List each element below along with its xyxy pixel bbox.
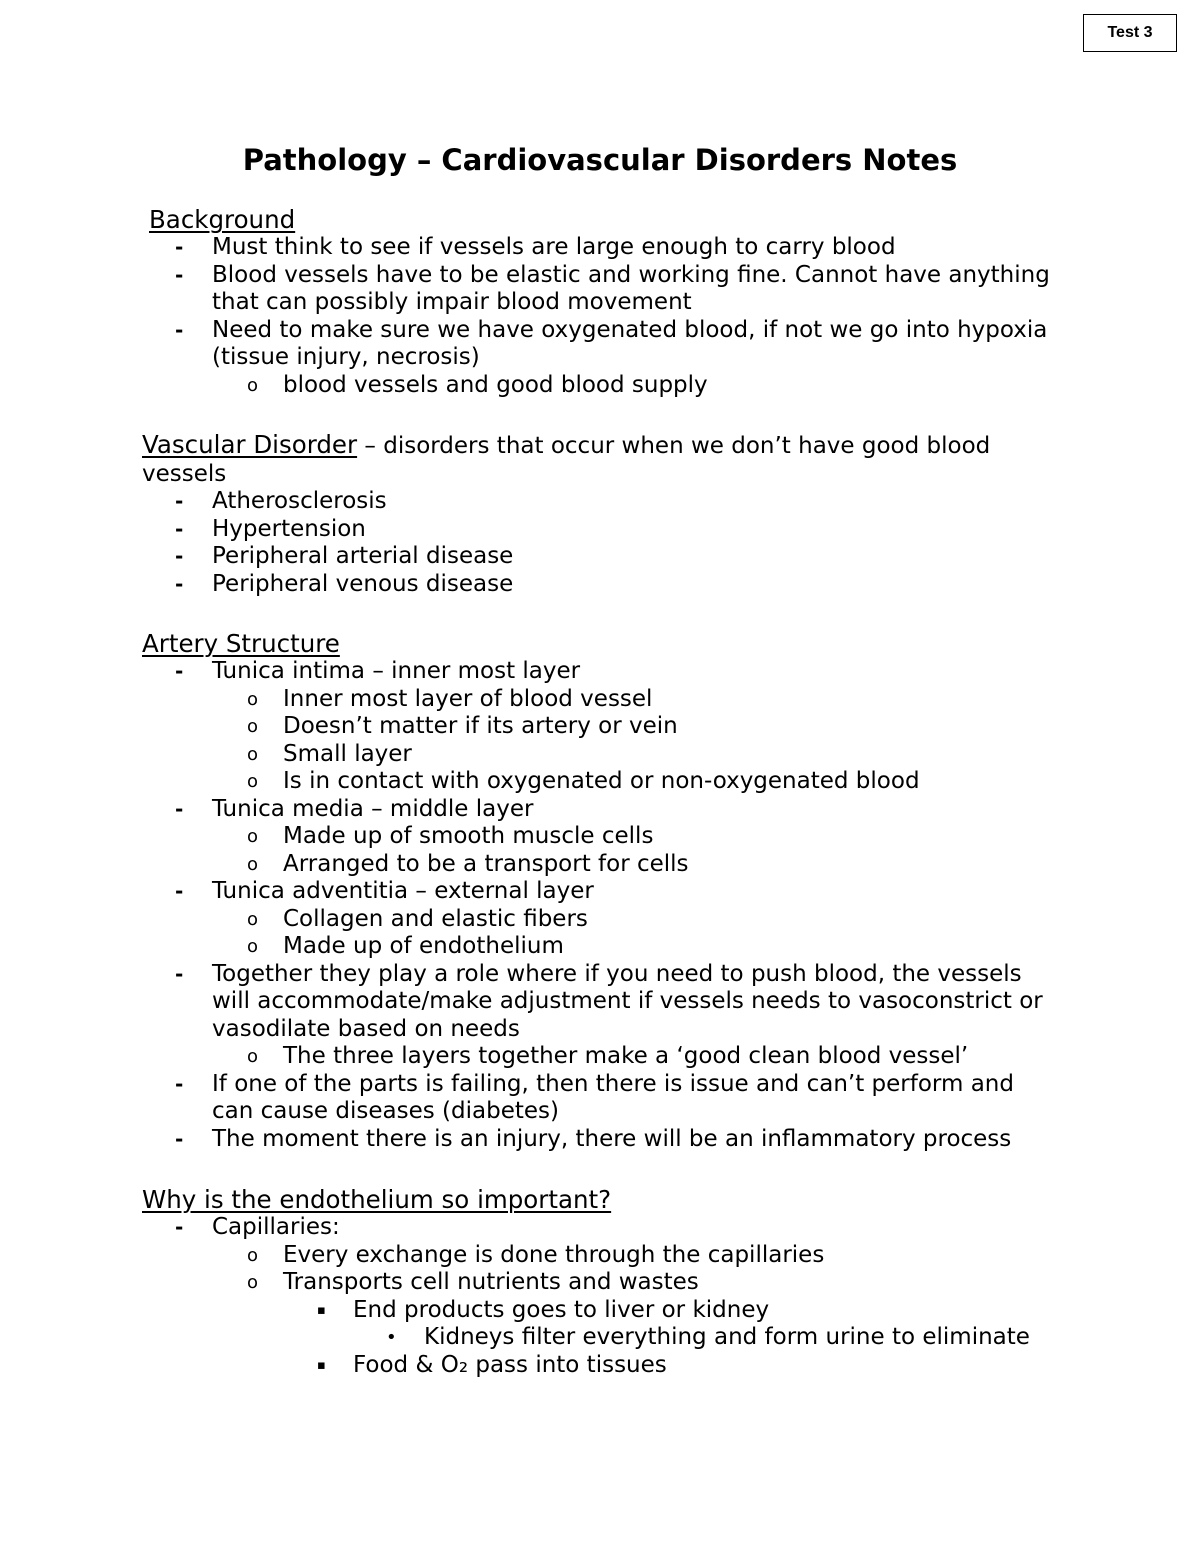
bullet-list	[142, 1214, 1062, 1379]
list-item: - Tunica media – middle layer	[175, 795, 534, 822]
sub-list-item: o Is in contact with oxygenated or non-oxygenated blood	[247, 768, 920, 794]
circle-bullet: o	[247, 374, 259, 396]
round-bullet: •	[386, 1327, 397, 1348]
section-heading: Background	[149, 205, 296, 234]
dash-bullet: -	[175, 961, 184, 986]
sub-list-item: o Every exchange is done through the capillaries	[247, 1241, 825, 1268]
square-bullet: ▪	[317, 1357, 326, 1373]
section-heading: Vascular Disorder	[142, 430, 358, 459]
sub-list-item: o Inner most layer of blood vessel	[247, 685, 653, 712]
circle-bullet: o	[247, 688, 259, 710]
dash-bullet: -	[175, 571, 184, 596]
section-vascular-disorder	[142, 431, 1062, 598]
sub-list-item: o Collagen and elastic fibers	[247, 905, 588, 932]
circle-bullet: o	[247, 716, 259, 737]
circle-bullet: o	[247, 771, 259, 792]
list-item: - Peripheral arterial disease	[175, 543, 514, 569]
circle-bullet: o	[247, 743, 259, 765]
vascular-definition: Vascular Disorder – disorders that occur when we don’t have good blood vessels	[142, 430, 991, 487]
dash-bullet: -	[175, 516, 184, 541]
list-item: - Together they play a role where if you need to push blood, the vessels will accommodate/make adjustment if vessels needs to vasoconstrict or vasodilate based on needs	[175, 960, 1043, 1042]
list-item: - Tunica intima – inner most layer	[175, 658, 581, 684]
dash-bullet: -	[175, 262, 184, 287]
dash-bullet: -	[175, 1071, 184, 1096]
circle-bullet: o	[247, 826, 259, 847]
sub-list-item: o Made up of endothelium	[247, 933, 564, 959]
dash-bullet: -	[175, 659, 184, 683]
sub-list-item: o Made up of smooth muscle cells	[247, 823, 654, 849]
section-heading: Artery Structure	[142, 629, 340, 658]
sub-sub-list-item: ▪ End products goes to liver or kidney	[317, 1296, 770, 1323]
document-body	[142, 206, 1062, 1379]
sub-list-item: o Doesn’t matter if its artery or vein	[247, 713, 678, 739]
test-label: Test 3	[1083, 14, 1177, 52]
sub-list-item: o Arranged to be a transport for cells	[247, 850, 689, 877]
circle-bullet: o	[247, 1046, 259, 1067]
sub-list-item: o Small layer	[247, 740, 412, 767]
circle-bullet: o	[247, 908, 259, 930]
circle-bullet: o	[247, 853, 259, 875]
circle-bullet: o	[247, 1272, 259, 1293]
bullet-list	[142, 658, 1062, 1153]
bullet-list	[142, 488, 1062, 598]
bullet-list	[142, 234, 1062, 399]
list-item: - Hypertension	[175, 515, 366, 542]
dash-bullet: -	[175, 235, 184, 259]
section-endothelium	[142, 1186, 1062, 1379]
list-item: - Peripheral venous disease	[175, 570, 514, 597]
list-item: - Must think to see if vessels are large enough to carry blood	[175, 234, 896, 260]
square-bullet: ▪	[317, 1302, 326, 1318]
page-title: Pathology – Cardiovascular Disorders Notes	[242, 143, 958, 177]
dash-bullet: -	[175, 489, 184, 513]
list-item: - Need to make sure we have oxygenated blood, if not we go into hypoxia (tissue injury, necrosis)	[175, 316, 1048, 370]
section-artery-structure	[142, 630, 1062, 1153]
dash-bullet: -	[175, 796, 184, 821]
circle-bullet: o	[247, 1244, 259, 1266]
sub-sub-list-item: ▪ Food & O₂ pass into tissues	[317, 1351, 667, 1378]
list-item: - The moment there is an injury, there will be an inflammatory process	[175, 1125, 1012, 1152]
dash-bullet: -	[175, 317, 184, 342]
dash-bullet: -	[175, 1126, 184, 1151]
list-item: - Capillaries:	[175, 1214, 340, 1240]
dash-bullet: -	[175, 1215, 184, 1239]
list-item: - Blood vessels have to be elastic and working fine. Cannot have anything that can possibly impair blood movement	[175, 261, 1050, 315]
dash-bullet: -	[175, 879, 184, 903]
sub-list-item: o blood vessels and good blood supply	[247, 371, 708, 398]
section-background	[142, 206, 1062, 399]
dash-bullet: -	[175, 544, 184, 568]
list-item: - Atherosclerosis	[175, 488, 387, 514]
sub-list-item: o Transports cell nutrients and wastes	[247, 1269, 699, 1295]
list-item: - Tunica adventitia – external layer	[175, 878, 594, 904]
list-item: - If one of the parts is failing, then there is issue and can’t perform and can cause diseases (diabetes)	[175, 1070, 1014, 1124]
sub-list-item: o The three layers together make a ‘good clean blood vessel’	[247, 1043, 969, 1069]
level4-list-item: • Kidneys filter everything and form urine to eliminate	[386, 1324, 1030, 1350]
circle-bullet: o	[247, 936, 259, 957]
section-heading: Why is the endothelium so important?	[142, 1185, 612, 1214]
